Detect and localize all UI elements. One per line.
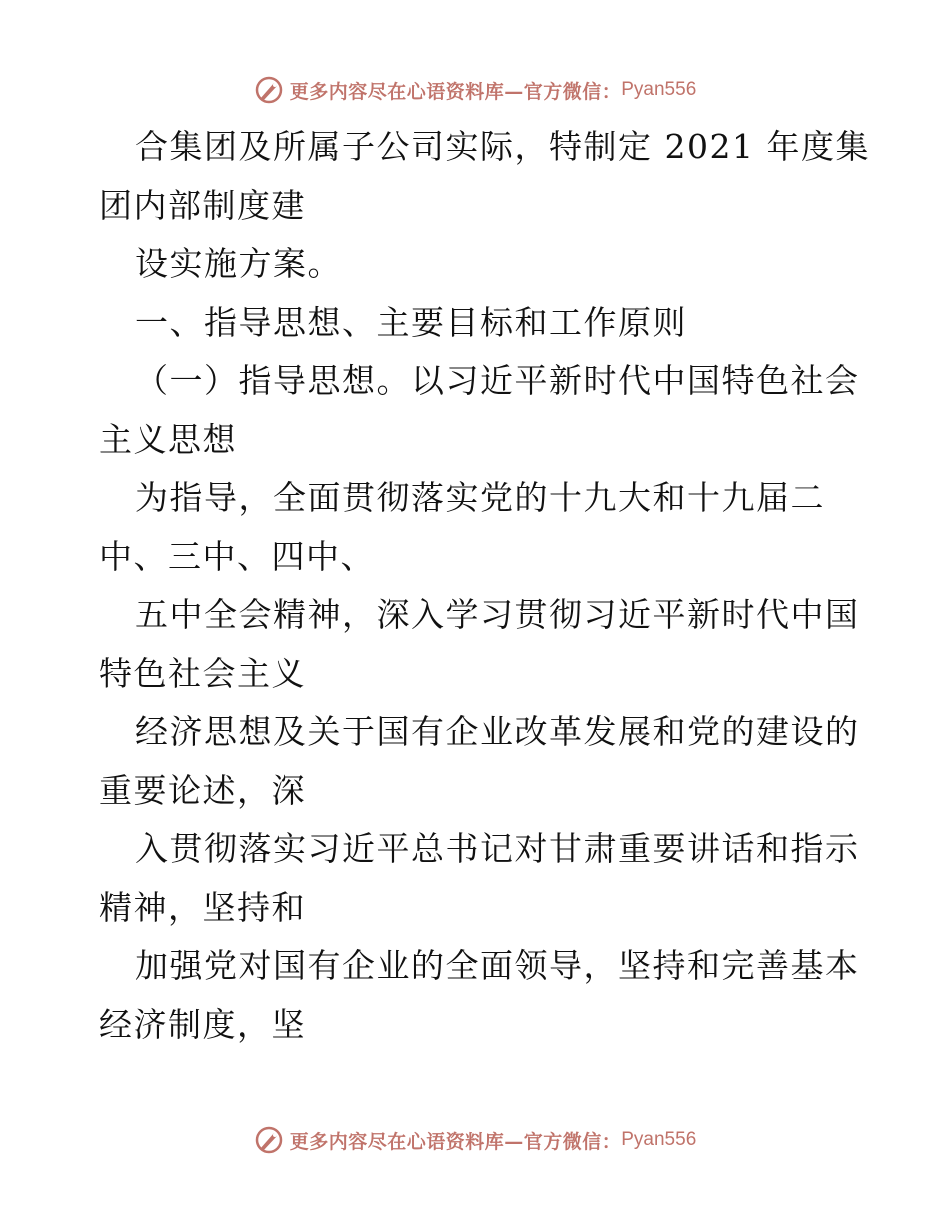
text-line: 合集团及所属子公司实际，特制定 2021 年度集 [135,127,870,166]
header-watermark [0,70,950,110]
text-line: 入贯彻落实习近平总书记对甘肃重要讲话和指示 [135,829,860,868]
pen-logo-icon [254,75,284,105]
text-line: （一）指导思想。以习近平新时代中国特色社会 [135,361,860,400]
header-watermark-text: 更多内容尽在心语资料库—官方微信： [289,80,622,103]
text-line: 中、三中、四中、 [99,536,375,576]
footer-watermark-text: 更多内容尽在心语资料库—官方微信： [289,1130,622,1153]
text-line: 经济制度，坚 [99,1004,306,1044]
text-line: 五中全会精神，深入学习贯彻习近平新时代中国 [135,595,860,634]
text-line: 特色社会主义 [99,653,306,693]
text-line: 重要论述，深 [99,770,306,810]
header-wechat-id: Pyan556 [621,79,697,100]
text-line: 设实施方案。 [135,244,342,283]
footer-watermark [0,1120,950,1160]
footer-wechat-id: Pyan556 [621,1129,697,1150]
text-line: 为指导，全面贯彻落实党的十九大和十九届二 [135,478,825,517]
text-line: 经济思想及关于国有企业改革发展和党的建设的 [135,712,860,751]
text-line: 精神，坚持和 [99,887,306,927]
text-line: 主义思想 [99,419,237,459]
document-body [99,118,870,1054]
text-line: 团内部制度建 [99,185,306,225]
section-heading: 一、指导思想、主要目标和工作原则 [135,302,687,342]
text-line: 加强党对国有企业的全面领导，坚持和完善基本 [135,946,860,985]
pen-logo-icon [254,1125,284,1155]
